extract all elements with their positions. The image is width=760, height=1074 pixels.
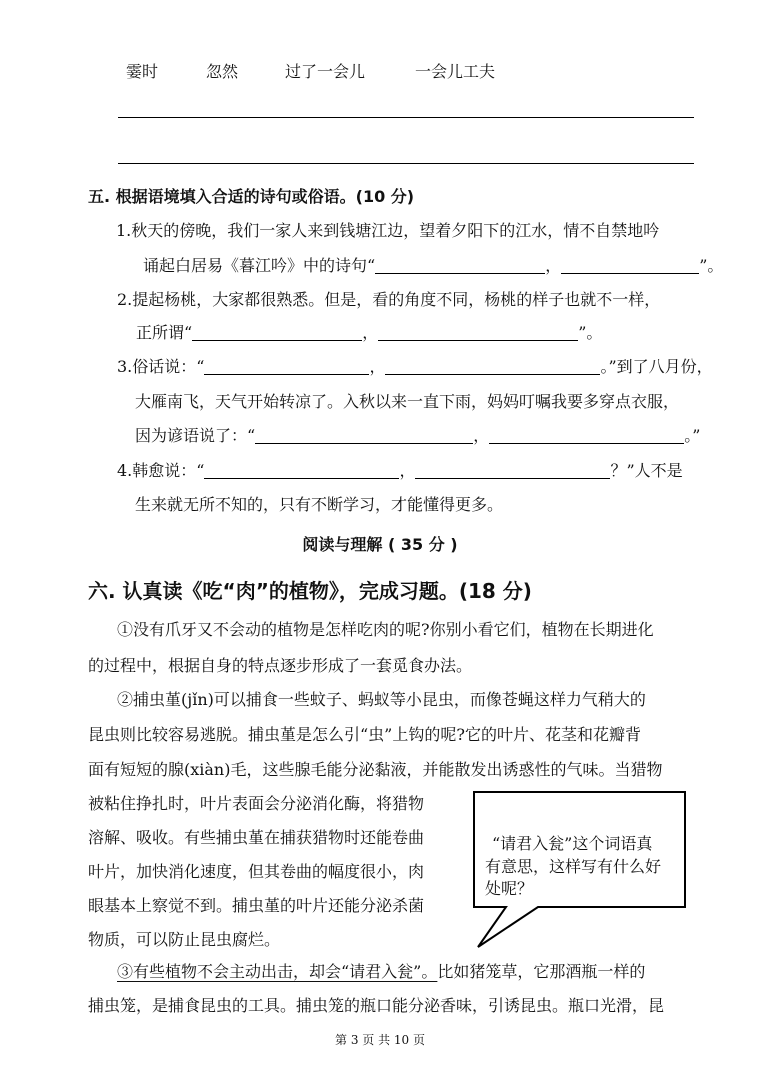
p3-underlined: ③有些植物不会主动出击，却会“请君入瓮”。	[117, 962, 438, 981]
q1-blank-1[interactable]	[375, 257, 545, 274]
q3-suffix-2: 。”	[684, 426, 701, 445]
p2-line7: 眼基本上察觉不到。捕虫堇的叶片还能分泌杀菌	[88, 896, 425, 915]
p2-line4: 被粘住挣扎时，叶片表面会分泌消化酶，将猎物	[88, 794, 425, 813]
p3-line2: 捕虫笼，是捕食昆虫的工具。捕虫笼的瓶口能分泌香味，引诱昆虫。瓶口光滑，昆	[88, 996, 665, 1015]
word-2: 忽然	[206, 62, 239, 81]
q3-blank-3[interactable]	[255, 427, 473, 444]
q3-blank-2[interactable]	[385, 358, 600, 375]
q3-blank-4[interactable]	[489, 427, 684, 444]
q3-prefix: 3.俗话说：“	[117, 357, 205, 376]
q1-blank-2[interactable]	[561, 257, 699, 274]
page-footer: 第 3 页 共 10 页	[335, 1033, 425, 1047]
q2-prefix: 正所谓“	[136, 323, 193, 342]
q1-suffix: ”。	[699, 256, 724, 275]
callout-line2: 有意思，这样写有什么好	[485, 857, 662, 876]
q3-prefix-2: 因为谚语说了：“	[135, 426, 256, 445]
q1-prefix: 诵起白居易《暮江吟》中的诗句“	[143, 256, 376, 275]
q2-blank-2[interactable]	[378, 324, 578, 341]
q2-comma: ，	[362, 323, 379, 342]
q3-line1	[117, 357, 713, 377]
q4-suffix: ？”人不是	[610, 461, 683, 480]
q3-blank-1[interactable]	[204, 358, 369, 375]
p2-line6: 叶片，加快消化速度，但其卷曲的幅度很小，肉	[88, 862, 425, 881]
q4-blank-1[interactable]	[204, 462, 399, 479]
word-3: 过了一会儿	[285, 62, 366, 81]
q3-comma: ，	[369, 357, 386, 376]
q1-line1: 1.秋天的傍晚，我们一家人来到钱塘江边，望着夕阳下的江水，情不自禁地吟	[116, 221, 660, 240]
q2-blank-1[interactable]	[192, 324, 362, 341]
p2-line2: 昆虫则比较容易逃脱。捕虫堇是怎么引“虫”上钩的呢?它的叶片、花茎和花瓣背	[88, 725, 641, 744]
section5-heading: 五. 根据语境填入合适的诗句或俗语。(10 分)	[88, 187, 415, 206]
word-1: 霎时	[126, 62, 159, 81]
callout-line3: 处呢？	[485, 879, 534, 898]
p2-line1: ②捕虫堇(jǐn)可以捕食一些蚊子、蚂蚁等小昆虫，而像苍蝇这样力气稍大的	[117, 690, 646, 709]
q1-line2	[143, 256, 723, 276]
p2-line5: 溶解、吸收。有些捕虫堇在捕获猎物时还能卷曲	[88, 828, 425, 847]
p3-rest: 比如猪笼草，它那酒瓶一样的	[437, 962, 646, 981]
q3-line2: 大雁南飞，天气开始转凉了。入秋以来一直下雨，妈妈叮嘱我要多穿点衣服，	[135, 392, 680, 411]
p1-line1: ①没有爪牙又不会动的植物是怎样吃肉的呢?你别小看它们，植物在长期进化	[117, 620, 654, 639]
q4-prefix: 4.韩愈说：“	[117, 461, 205, 480]
q4-blank-2[interactable]	[415, 462, 610, 479]
answer-line-1[interactable]	[118, 117, 694, 118]
q3-line3	[135, 426, 700, 446]
reading-part-title: 阅读与理解 ( 35 分 )	[302, 535, 458, 554]
word-4: 一会儿工夫	[415, 62, 496, 81]
p2-line8: 物质，可以防止昆虫腐烂。	[88, 930, 281, 949]
q3-suffix: 。”到了八月份，	[600, 357, 713, 376]
q2-line2	[136, 323, 602, 343]
p3-line1	[117, 962, 645, 982]
q1-comma: ，	[545, 256, 562, 275]
p1-line2: 的过程中，根据自身的特点逐步形成了一套觅食办法。	[88, 656, 473, 675]
q2-suffix: ”。	[578, 323, 603, 342]
section6-heading: 六. 认真读《吃“肉”的植物》，完成习题。(18 分)	[88, 579, 532, 603]
p2-line3: 面有短短的腺(xiàn)毛，这些腺毛能分泌黏液，并能散发出诱惑性的气味。当猎物	[88, 760, 663, 779]
q3-comma-2: ，	[473, 426, 490, 445]
answer-line-2[interactable]	[118, 163, 694, 164]
q4-line2: 生来就无所不知的，只有不断学习，才能懂得更多。	[135, 495, 504, 514]
callout-line1: “请君入瓮”这个词语真	[492, 834, 653, 853]
q2-line1: 2.提起杨桃，大家都很熟悉。但是，看的角度不同，杨桃的样子也就不一样，	[117, 290, 661, 309]
q4-comma: ，	[399, 461, 416, 480]
q4-line1	[117, 461, 683, 481]
